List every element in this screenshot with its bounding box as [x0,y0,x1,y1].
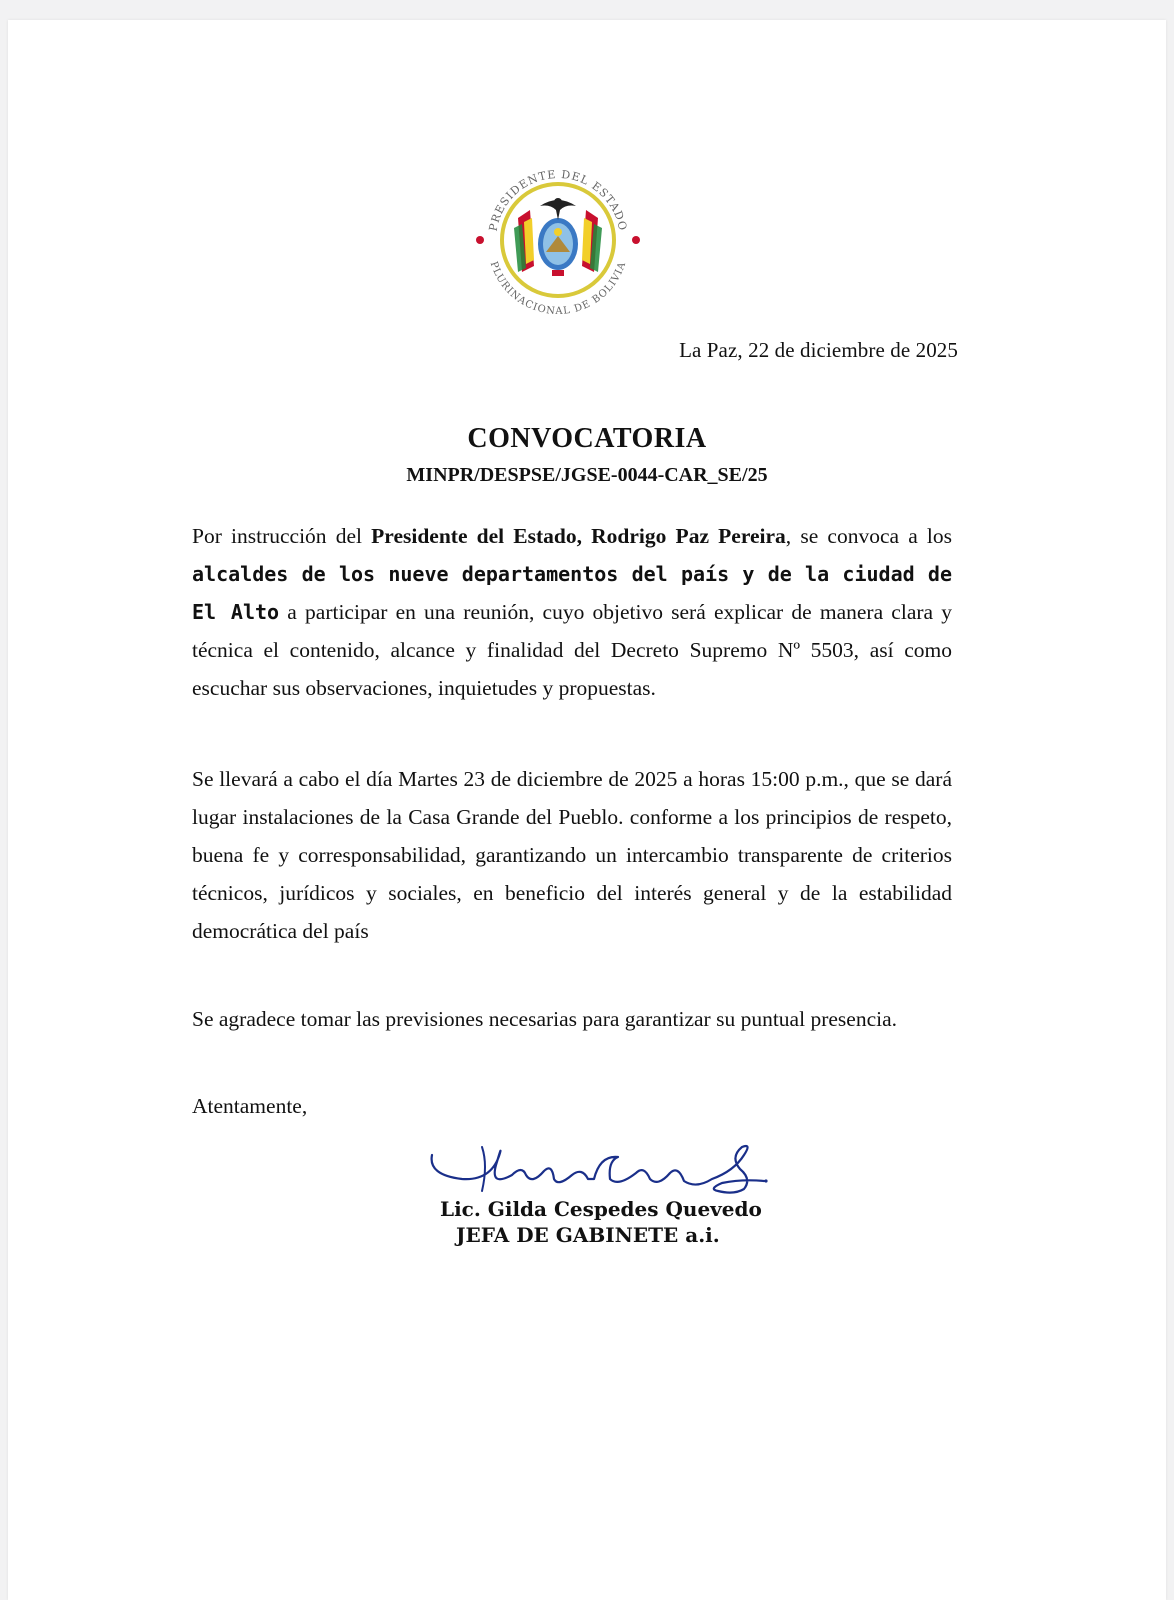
letter-title: CONVOCATORIA [467,423,707,454]
p3-text: Se agradece tomar las previsiones necesarias para garantizar su puntual presencia. [192,1007,897,1031]
letter-date: La Paz, 22 de diciembre de 2025 [679,338,958,362]
p1-text-a: Por instrucción del [192,524,372,548]
letter-reference-number: MINPR/DESPSE/JGSE-0044-CAR_SE/25 [406,464,768,486]
signer-name: Lic. Gilda Cespedes Quevedo [440,1197,762,1221]
p1-text-e: a participar en una reunión, cuyo objetivo será explicar de manera clara y técnica el contenido, alcance y finalidad del Decreto Supremo Nº 5503, así como escuchar sus observaciones, inquietudes y propuestas. [192,600,952,700]
p1-text-c: , se convoca a los [785,524,952,548]
body-paragraph-1 [192,517,952,707]
signer-block [440,1196,762,1248]
body-paragraph-3 [192,1000,952,1038]
closing-salutation: Atentamente, [192,1094,308,1118]
p2-text: Se llevará a cabo el día Martes 23 de diciembre de 2025 a horas 15:00 p.m., que se dará lugar instalaciones de la Casa Grande del Pueblo. conforme a los principios de respeto, buena fe y corresponsabilidad, garantizando un intercambio transparente de criterios técnicos, jurídicos y sociales, en beneficio del interés general y de la estabilidad democrática del país [192,767,952,943]
seal-top-text: PRESIDENTE DEL ESTADO [486,167,630,233]
p1-mayors: alcaldes de los nueve departamentos del país y de la ciudad de El Alto [192,562,952,624]
p1-president-name: Presidente del Estado, Rodrigo Paz Pereira [371,524,786,548]
signer-role: JEFA DE GABINETE a.i. [456,1223,720,1247]
presidential-seal [468,148,648,328]
bolivia-coat-of-arms-icon [468,148,648,328]
seal-bottom-text: PLURINACIONAL DE BOLIVIA [487,260,629,318]
body-paragraph-2 [192,760,952,950]
letter-page [8,20,1166,1600]
